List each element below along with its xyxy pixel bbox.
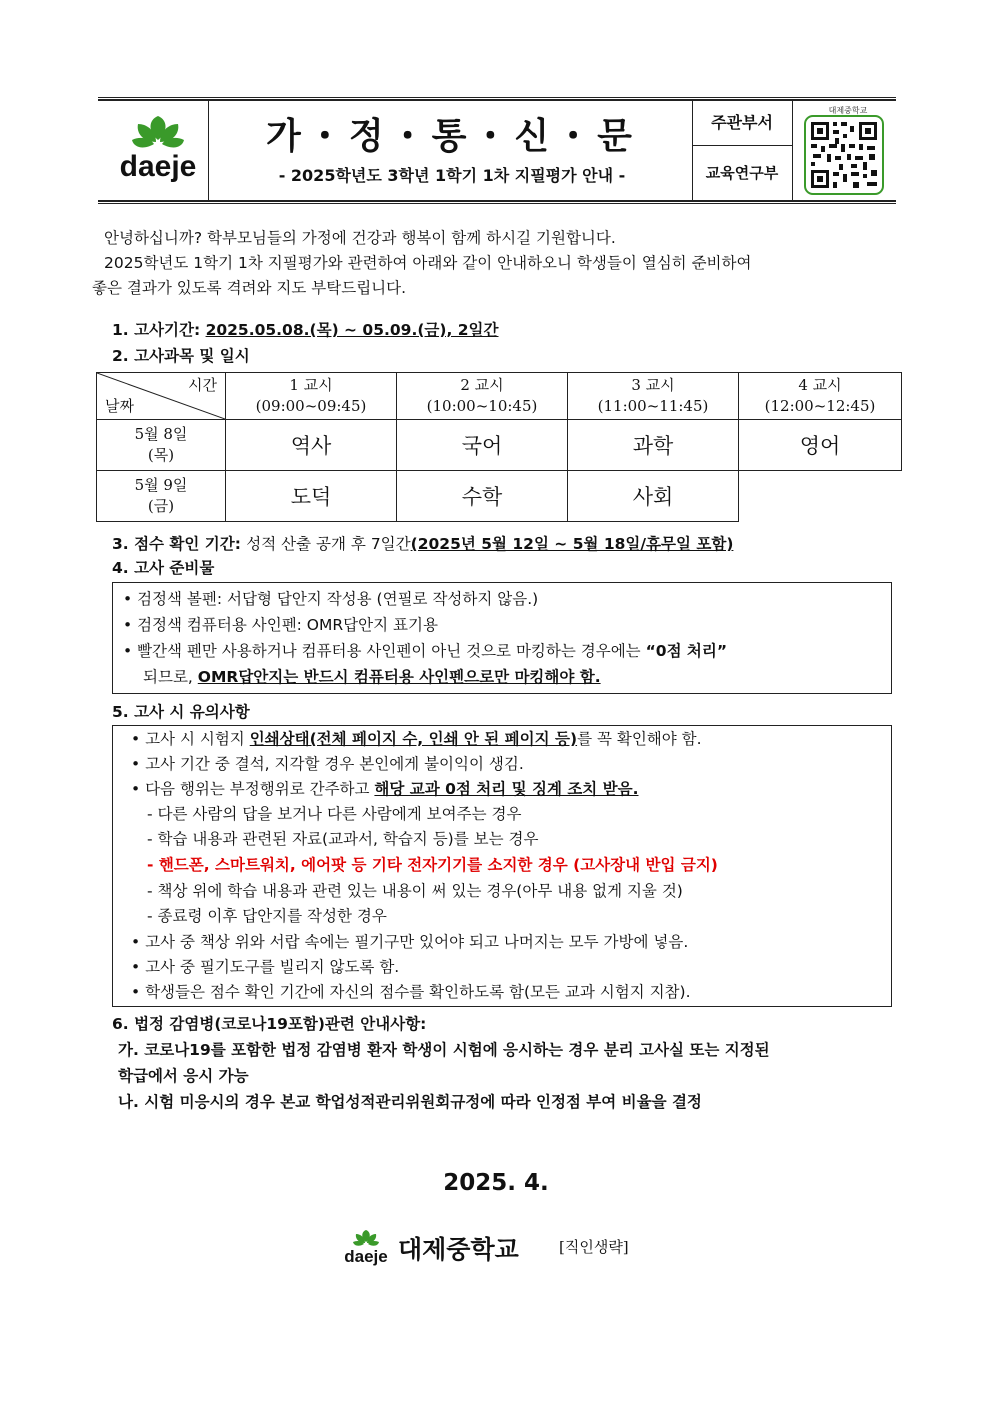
header-divider (208, 100, 209, 200)
header-divider (792, 100, 793, 200)
subject-cell: 도덕 (226, 471, 397, 522)
list-item: • 검정색 컴퓨터용 사인펜: OMR답안지 표기용 (123, 616, 438, 634)
dept-name: 교육연구부 (705, 164, 779, 182)
subject-cell: 수학 (397, 471, 568, 522)
list-item: • 고사 기간 중 결석, 지각할 경우 본인에게 불이익이 생김. (131, 755, 524, 773)
list-item: • 고사 중 필기도구를 빌리지 않도록 함. (131, 958, 400, 976)
infection-item: 나. 시험 미응시의 경우 본교 학업성적관리위원회규정에 따라 인정점 부여 비율을 결정 (118, 1093, 702, 1111)
section-score-check (112, 532, 733, 554)
intro-line: 2025학년도 1학기 1차 지필평가와 관련하여 아래와 같이 안내하오니 학생들이 열심히 준비하여 (104, 254, 752, 272)
period-header: 1 교시 (09:00~09:45) (226, 373, 397, 420)
page-subtitle: - 2025학년도 3학년 1학기 1차 지필평가 안내 - (278, 166, 626, 185)
section-label: 1. 고사기간: (112, 321, 206, 339)
subject-cell: 영어 (739, 420, 902, 471)
empty-cell (739, 471, 902, 522)
header-bottom-rule (98, 200, 896, 204)
subject-cell: 국어 (397, 420, 568, 471)
daeje-logo (108, 112, 208, 192)
period-header: 3 교시 (11:00~11:45) (568, 373, 739, 420)
table-row (97, 471, 902, 522)
list-item: • 다음 행위는 부정행위로 간주하고 해당 교과 0점 처리 및 징계 조치 받음. (131, 780, 639, 798)
logo-text: daeje (119, 150, 197, 183)
sub-item: - 책상 위에 학습 내용과 관련 있는 내용이 써 있는 경우(아무 내용 없게 지울 것) (147, 882, 683, 900)
table-corner-cell (97, 373, 226, 420)
sub-item: - 종료령 이후 답안지를 작성한 경우 (147, 907, 387, 925)
period-header: 4 교시 (12:00~12:45) (739, 373, 902, 420)
list-item: • 고사 시 시험지 인쇄상태(전체 페이지 수, 인쇄 안 된 페이지 등)를 꼭 확인해야 함. (131, 730, 702, 748)
section-exam-period (112, 318, 499, 340)
supplies-box (112, 582, 892, 694)
sub-item: - 다른 사람의 답을 보거나 다른 사람에게 보여주는 경우 (147, 805, 522, 823)
section-supplies-title: 4. 고사 준비물 (112, 559, 215, 577)
subject-cell: 사회 (568, 471, 739, 522)
exam-schedule-table (96, 372, 902, 522)
period-header: 2 교시 (10:00~10:45) (397, 373, 568, 420)
section-cautions-title: 5. 고사 시 유의사항 (112, 703, 250, 721)
infection-item: 학급에서 응시 가능 (118, 1067, 249, 1085)
footer-logo (338, 1228, 394, 1272)
issue-date: 2025. 4. (443, 1170, 549, 1196)
intro-line: 안녕하십니까? 학부모님들의 가정에 건강과 행복이 함께 하시길 기원합니다. (104, 229, 616, 247)
school-name: 대제중학교 (398, 1235, 519, 1264)
exam-period-value: 2025.05.08.(목) ~ 05.09.(금), 2일간 (205, 321, 499, 339)
qr-caption: 대제중학교 (828, 106, 868, 115)
header-divider (692, 145, 792, 146)
table-row (97, 420, 902, 471)
score-check-dates: (2025년 5월 12일 ~ 5월 18일/휴무일 포함) (410, 535, 734, 553)
page-title: 가・정・통・신・문 (266, 116, 638, 157)
cautions-box (112, 725, 892, 1007)
list-item: • 고사 중 책상 위와 서랍 속에는 필기구만 있어야 되고 나머지는 모두 가방에 넣음. (131, 933, 689, 951)
list-item: • 검정색 볼펜: 서답형 답안지 작성용 (연필로 작성하지 않음.) (123, 590, 539, 608)
corner-date-label: 날짜 (105, 397, 134, 415)
dept-label: 주관부서 (711, 113, 773, 132)
section-infection-title: 6. 법정 감염병(코로나19포함)관련 안내사항: (112, 1015, 427, 1033)
corner-time-label: 시간 (188, 376, 217, 394)
section-label: 3. 점수 확인 기간: (112, 535, 247, 553)
footer-logo-text: daeje (344, 1247, 388, 1266)
date-cell: 5월 9일 (금) (97, 471, 226, 522)
list-item: 되므로, OMR답안지는 반드시 컴퓨터용 사인펜으로만 마킹해야 함. (143, 668, 601, 686)
date-cell: 5월 8일 (목) (97, 420, 226, 471)
score-check-text: 성적 산출 공개 후 7일간 (246, 535, 411, 553)
subject-cell: 역사 (226, 420, 397, 471)
list-item: • 학생들은 점수 확인 기간에 자신의 점수를 확인하도록 함(모든 교과 시험지 지참). (131, 983, 691, 1001)
sub-item: - 학습 내용과 관련된 자료(교과서, 학습지 등)를 보는 경우 (147, 830, 539, 848)
qr-code-icon (802, 104, 888, 196)
section-subjects-title: 2. 고사과목 및 일시 (112, 347, 250, 365)
seal-omitted: [직인생략] (559, 1238, 629, 1256)
infection-item: 가. 코로나19를 포함한 법정 감염병 환자 학생이 시험에 응시하는 경우 분리 고사실 또는 지정된 (118, 1041, 770, 1059)
sub-item-warning: - 핸드폰, 스마트워치, 에어팟 등 기타 전자기기를 소지한 경우 (고사장내 반입 금지) (147, 856, 718, 874)
subject-cell: 과학 (568, 420, 739, 471)
list-item: • 빨간색 펜만 사용하거나 컴퓨터용 사인펜이 아닌 것으로 마킹하는 경우에는 “0점 처리” (123, 642, 728, 660)
intro-line: 좋은 결과가 있도록 격려와 지도 부탁드립니다. (92, 279, 407, 297)
